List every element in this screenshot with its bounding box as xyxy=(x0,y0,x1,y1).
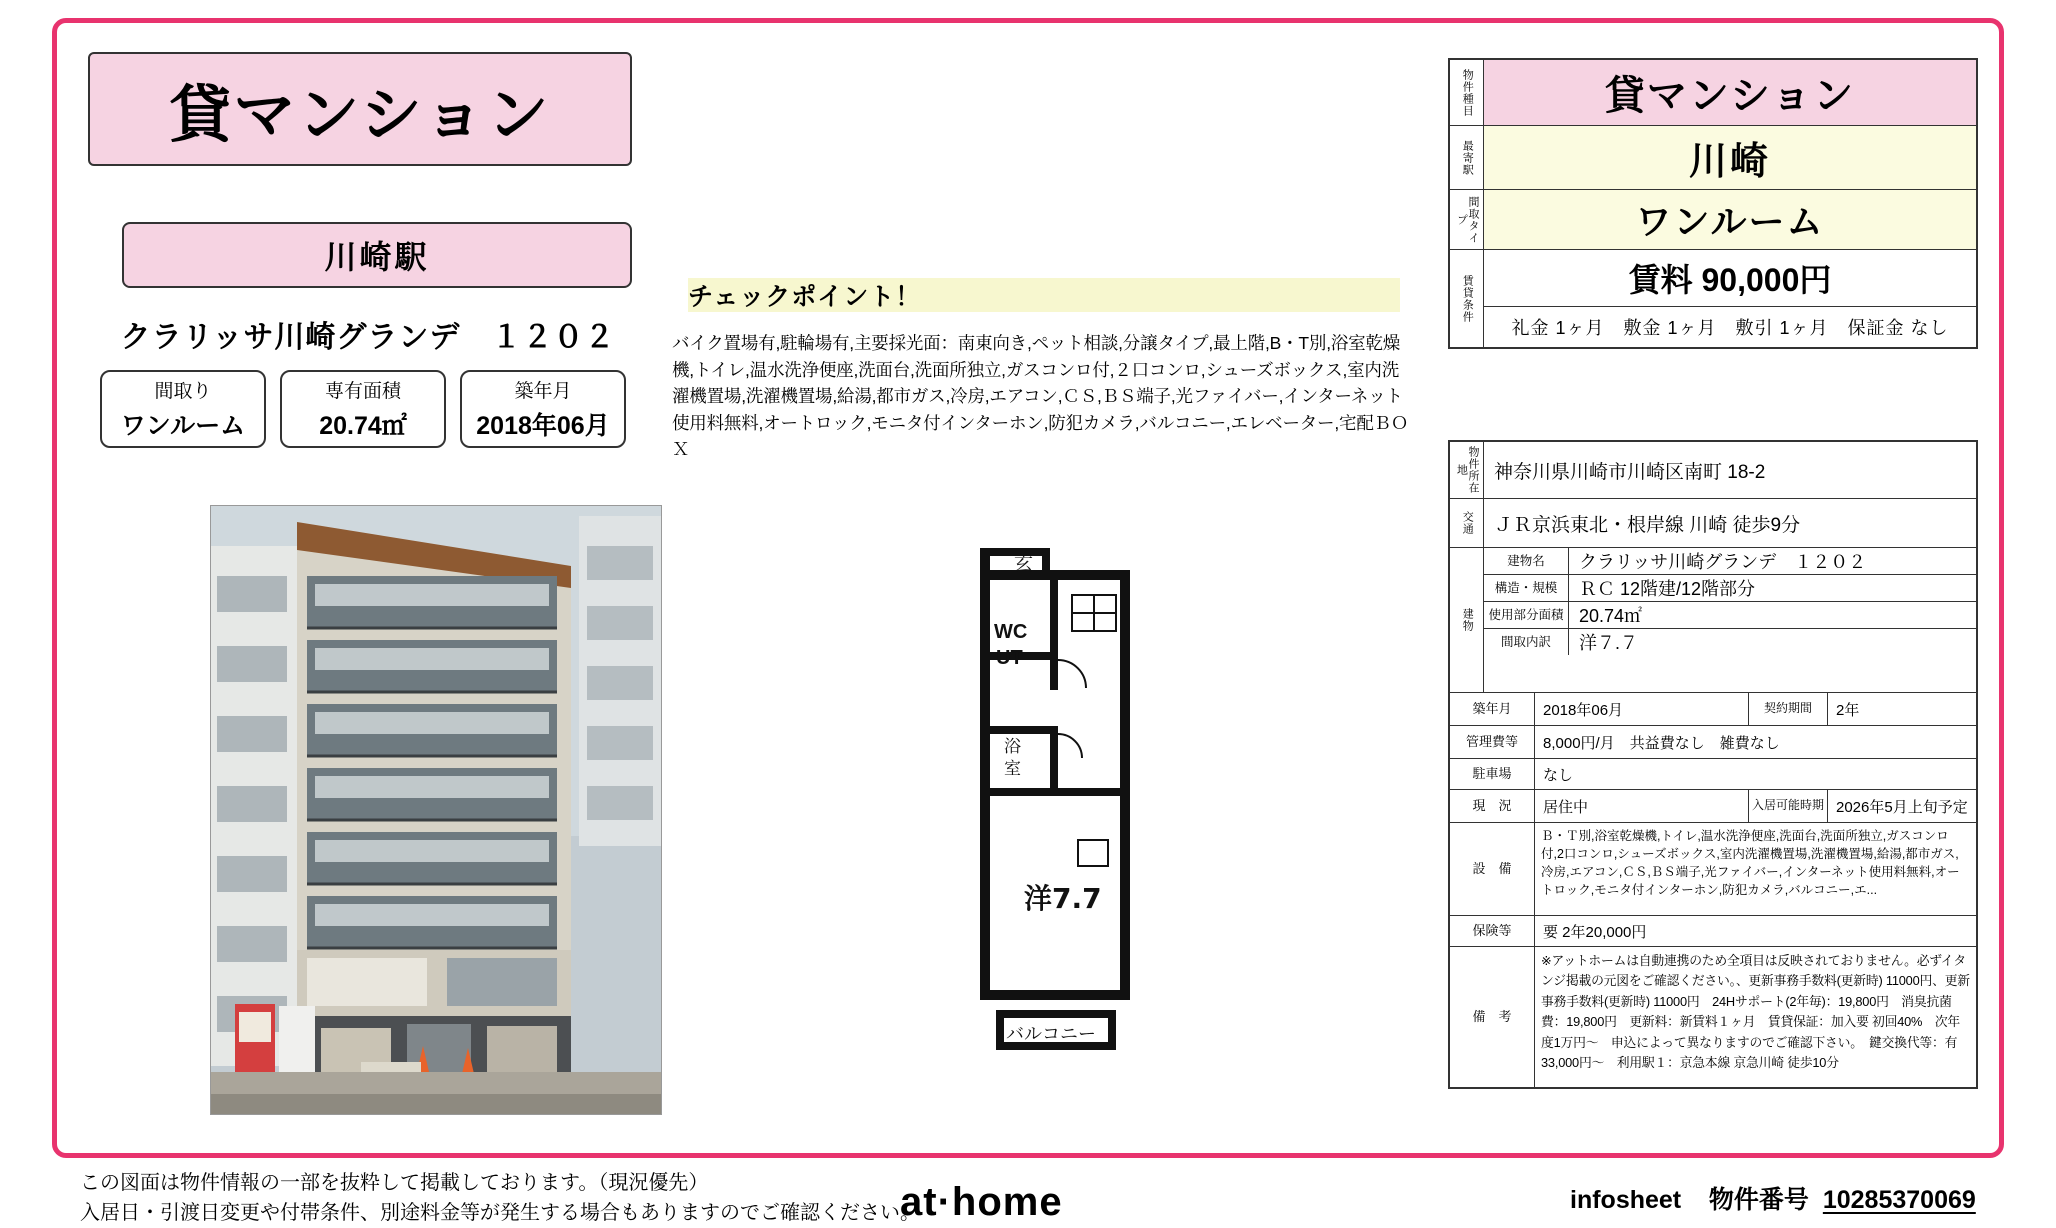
floor-plan-drawing xyxy=(960,540,1230,1080)
building-value-name: クラリッサ川崎グランデ １２０２ xyxy=(1579,552,1867,572)
detail-label-parking: 駐車場 xyxy=(1450,759,1535,789)
rent-amount: 賃料 90,000円 xyxy=(1484,250,1976,307)
spec-area xyxy=(280,370,446,448)
spec-built-label: 築年月 xyxy=(514,381,572,402)
building-photo xyxy=(210,505,662,1115)
summary-label-station: 最寄駅 xyxy=(1450,126,1484,189)
property-type-title xyxy=(88,52,632,166)
checkpoint-body: バイク置場有,駐輪場有,主要採光面：南東向き,ペット相談,分譲タイプ,最上階,B・T別,浴室乾燥機,トイレ,温水洗浄便座,洗面台,洗面所独立,ガスコンロ付,２口コンロ,シューズボックス,室内洗濯機置場,洗濯機置場,給湯,都市ガス,冷房,エアコン,ＣＳ,ＢＳ端子,光ファイバー,インターネット使用料無料,オートロック,モニタ付インターホン,防犯カメラ,バルコニー,エレベーター,宅配ＢＯＸ xyxy=(672,333,1409,460)
detail-row-status xyxy=(1450,790,1976,823)
detail-value-mgmtfee: 8,000円/月 共益費なし 雑費なし xyxy=(1543,734,1780,752)
detail-row-mgmtfee xyxy=(1450,726,1976,759)
detail-table xyxy=(1448,440,1978,1089)
building-value-area: 20.74㎡ xyxy=(1579,606,1643,626)
rent-fees: 礼金 1ヶ月 敷金 1ヶ月 敷引 1ヶ月 保証金 なし xyxy=(1511,318,1949,338)
spec-area-label: 専有面積 xyxy=(324,381,401,402)
station-box xyxy=(122,222,632,288)
spec-layout-label: 間取り xyxy=(154,381,212,402)
spec-area-value: 20.74㎡ xyxy=(319,412,407,440)
detail-row-address xyxy=(1450,442,1976,499)
summary-value-station: 川崎 xyxy=(1484,126,1976,189)
spec-row xyxy=(100,370,640,448)
summary-row-layout xyxy=(1450,190,1976,250)
summary-label-layout: 間取タイプ xyxy=(1450,190,1484,249)
footer-disclaimer xyxy=(80,1168,920,1228)
building-value-structure: ＲＣ 12階建/12階部分 xyxy=(1579,579,1756,599)
building-label-area: 使用部分面積 xyxy=(1484,602,1569,628)
detail-row-built xyxy=(1450,693,1976,726)
building-name-heading: クラリッサ川崎グランデ １２０２ xyxy=(120,321,616,354)
detail-label-status: 現 況 xyxy=(1450,790,1535,822)
property-no-value: 10285370069 xyxy=(1822,1186,1976,1214)
building-row-area xyxy=(1484,602,1976,629)
detail-label-mgmtfee: 管理費等 xyxy=(1450,726,1535,758)
detail-row-equipment xyxy=(1450,823,1976,916)
detail-row-parking xyxy=(1450,759,1976,790)
detail-row-insurance xyxy=(1450,916,1976,947)
summary-label-type: 物件種目 xyxy=(1450,60,1484,125)
summary-label-rent: 賃貸条件 xyxy=(1450,250,1484,347)
detail-label-address: 物件所在地 xyxy=(1450,442,1484,498)
svg-text:浴: 浴 xyxy=(1004,737,1021,757)
detail-value-built: 2018年06月 xyxy=(1543,701,1624,719)
svg-text:室: 室 xyxy=(1004,759,1021,779)
detail-label-equipment: 設 備 xyxy=(1450,823,1535,915)
svg-text:玄: 玄 xyxy=(1014,553,1034,575)
floor-plan xyxy=(960,540,1230,1080)
summary-row-type xyxy=(1450,60,1976,126)
building-row-name xyxy=(1484,548,1976,575)
detail-value-available: 2026年5月上旬予定 xyxy=(1836,798,1968,816)
summary-row-rent xyxy=(1450,250,1976,347)
detail-value-note: ※アットホームは自動連携のため全項目は反映されておりません。必ずイタンジ掲載の元図をご確認ください。、更新事務手数料(更新時) 11000円、更新事務手数料(更新時) 11000円 24Hサポート(2年毎)：19,800円 消臭抗菌費：19,800円 更新料：新賃料１ヶ月 賃貸保証：加入要 初回40% 次年度1万円～ 申込によって異なりますのでご確認下さい。 鍵交換代等：有 33,000円～ 利用駅１：京急本線 京急川崎 徒歩10分 xyxy=(1541,953,1970,1071)
detail-label-transport: 交通 xyxy=(1450,499,1484,547)
footer-disclaimer-line1: この図面は物件情報の一部を抜粋して掲載しております。（現況優先） xyxy=(80,1172,709,1194)
summary-value-layout: ワンルーム xyxy=(1484,190,1976,249)
svg-text:WC: WC xyxy=(994,621,1028,643)
detail-row-transport xyxy=(1450,499,1976,548)
building-label-structure: 構造・規模 xyxy=(1484,575,1569,601)
building-row-layout xyxy=(1484,629,1976,655)
building-subtable xyxy=(1484,548,1976,692)
spec-layout-value: ワンルーム xyxy=(120,412,246,440)
svg-text:バルコニー: バルコニー xyxy=(1006,1024,1096,1045)
footer-infosheet xyxy=(1570,1180,1976,1216)
building-photo-illustration xyxy=(211,506,661,1114)
detail-value-parking: なし xyxy=(1543,766,1574,784)
property-no-label: 物件番号 xyxy=(1708,1186,1809,1214)
detail-row-building xyxy=(1450,548,1976,693)
property-type-text: 貸マンション xyxy=(169,80,551,150)
checkpoint-title-text: チェックポイント！ xyxy=(688,283,922,311)
detail-row-note xyxy=(1450,947,1976,1087)
detail-value-transport: ＪＲ京浜東北・根岸線 川崎 徒歩9分 xyxy=(1494,514,1801,536)
detail-label-note: 備 考 xyxy=(1450,947,1535,1087)
spec-built xyxy=(460,370,626,448)
building-value-layout: 洋７.７ xyxy=(1579,633,1639,653)
detail-value-status: 居住中 xyxy=(1543,798,1589,816)
summary-value-type: 貸マンション xyxy=(1484,60,1976,125)
building-label-layout: 間取内訳 xyxy=(1484,629,1569,655)
detail-label-available: 入居可能時期 xyxy=(1748,790,1828,822)
detail-value-address: 神奈川県川崎市川崎区南町 18-2 xyxy=(1494,461,1766,483)
athome-logo: at·home xyxy=(900,1180,1063,1224)
detail-label-built: 築年月 xyxy=(1450,693,1535,725)
detail-value-equipment: Ｂ・Ｔ別,浴室乾燥機,トイレ,温水洗浄便座,洗面台,洗面所独立,ガスコンロ付,2口コンロ,シューズボックス,室内洗濯機置場,洗濯機置場,給湯,都市ガス,冷房,エアコン,ＣＳ,ＢＳ端子,光ファイバー,インターネット使用料無料,オートロック,モニタ付インターホン,防犯カメラ,バルコニー,エ... xyxy=(1541,829,1960,898)
infosheet-label: infosheet xyxy=(1570,1186,1682,1214)
checkpoint-title xyxy=(688,278,1400,312)
svg-text:洋7.7: 洋7.7 xyxy=(1024,882,1102,915)
footer-disclaimer-line2: 入居日・引渡日変更や付帯条件、別途料金等が発生する場合もありますのでご確認ください。 xyxy=(80,1202,920,1224)
svg-text:UT: UT xyxy=(996,647,1023,669)
building-row-structure xyxy=(1484,575,1976,602)
spec-layout xyxy=(100,370,266,448)
detail-label-insurance: 保険等 xyxy=(1450,916,1535,946)
summary-table xyxy=(1448,58,1978,349)
detail-value-contract: 2年 xyxy=(1836,701,1860,719)
spec-built-value: 2018年06月 xyxy=(476,412,610,440)
summary-row-station xyxy=(1450,126,1976,190)
detail-label-contract: 契約期間 xyxy=(1748,693,1828,725)
detail-value-insurance: 要 2年20,000円 xyxy=(1543,923,1647,941)
building-label-name: 建物名 xyxy=(1484,548,1569,574)
station-name: 川崎駅 xyxy=(324,239,430,275)
detail-label-building: 建物 xyxy=(1450,548,1484,692)
